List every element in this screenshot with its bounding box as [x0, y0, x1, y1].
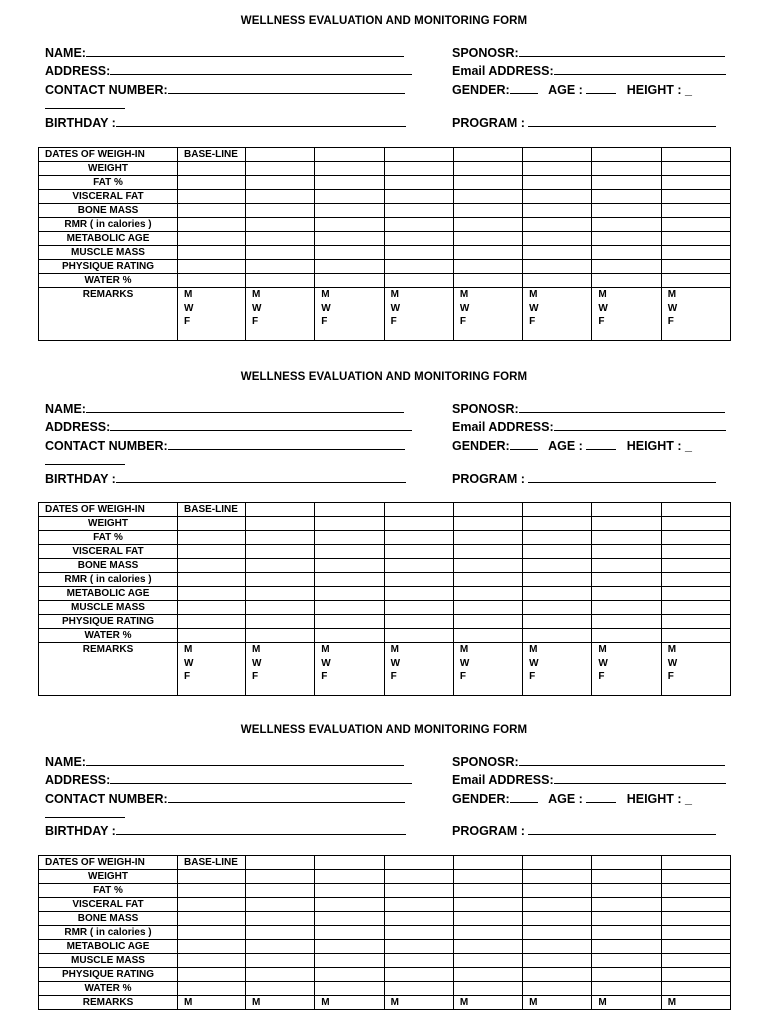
table-row: RMR ( in calories ): [39, 218, 731, 232]
baseline-header: BASE-LINE: [178, 503, 246, 517]
table-row: WEIGHT: [39, 870, 731, 884]
dates-header: DATES OF WEIGH-IN: [39, 856, 178, 870]
mwf-cell[interactable]: M W F: [453, 643, 522, 696]
remarks-row: REMARKS M W F M W F M W F M W F M W F M W F M W F M W F: [39, 288, 731, 341]
form-title: WELLNESS EVALUATION AND MONITORING FORM: [240, 371, 528, 383]
remarks-row: REMARKS M M M M M M M M: [39, 996, 731, 1010]
form-title: WELLNESS EVALUATION AND MONITORING FORM: [240, 15, 528, 27]
mwf-cell[interactable]: M W F: [315, 643, 384, 696]
table-header-row: [39, 856, 731, 870]
table-row: PHYSIQUE RATING: [39, 968, 731, 982]
program-field[interactable]: PROGRAM :: [452, 114, 716, 130]
gender-age-height-field[interactable]: GENDER: AGE : HEIGHT : _: [452, 439, 693, 453]
program-field[interactable]: PROGRAM :: [452, 822, 716, 838]
table-row: MUSCLE MASS: [39, 954, 731, 968]
mwf-cell[interactable]: M W F: [178, 643, 246, 696]
table-row: METABOLIC AGE: [39, 232, 731, 246]
mwf-cell[interactable]: M: [315, 996, 384, 1010]
table-row: BONE MASS: [39, 559, 731, 573]
sponsor-field[interactable]: SPONOSR:: [452, 753, 725, 769]
email-field[interactable]: Email ADDRESS:: [452, 771, 726, 787]
contact-overflow-line: [45, 108, 125, 109]
mwf-cell[interactable]: M W F: [661, 643, 730, 696]
mwf-cell[interactable]: M: [178, 996, 246, 1010]
mwf-cell[interactable]: M: [246, 996, 315, 1010]
table-header-row: [39, 148, 731, 162]
program-field[interactable]: PROGRAM :: [452, 470, 716, 486]
table-row: FAT %: [39, 176, 731, 190]
dates-header: DATES OF WEIGH-IN: [39, 148, 178, 162]
email-field[interactable]: Email ADDRESS:: [452, 62, 726, 78]
mwf-cell[interactable]: M W F: [453, 288, 522, 341]
table-row: METABOLIC AGE: [39, 940, 731, 954]
table-row: WATER %: [39, 274, 731, 288]
mwf-cell[interactable]: M W F: [523, 288, 592, 341]
weigh-in-table: [38, 502, 731, 696]
birthday-field[interactable]: BIRTHDAY :: [45, 822, 406, 838]
contact-field[interactable]: CONTACT NUMBER:: [45, 790, 405, 806]
table-row: PHYSIQUE RATING: [39, 260, 731, 274]
mwf-cell[interactable]: M W F: [315, 288, 384, 341]
table-row: VISCERAL FAT: [39, 190, 731, 204]
sponsor-field[interactable]: SPONOSR:: [452, 44, 725, 60]
name-field[interactable]: NAME:: [45, 400, 404, 416]
mwf-cell[interactable]: M W F: [523, 643, 592, 696]
name-field[interactable]: NAME:: [45, 753, 404, 769]
birthday-field[interactable]: BIRTHDAY :: [45, 114, 406, 130]
table-row: MUSCLE MASS: [39, 601, 731, 615]
mwf-cell[interactable]: M W F: [384, 643, 453, 696]
name-field[interactable]: NAME:: [45, 44, 404, 60]
mwf-cell[interactable]: M W F: [384, 288, 453, 341]
mwf-cell[interactable]: M W F: [246, 288, 315, 341]
contact-field[interactable]: CONTACT NUMBER:: [45, 81, 405, 97]
sponsor-field[interactable]: SPONOSR:: [452, 400, 725, 416]
table-row: METABOLIC AGE: [39, 587, 731, 601]
dates-header: DATES OF WEIGH-IN: [39, 503, 178, 517]
mwf-cell[interactable]: M: [384, 996, 453, 1010]
table-row: PHYSIQUE RATING: [39, 615, 731, 629]
gender-age-height-field[interactable]: GENDER: AGE : HEIGHT : _: [452, 792, 693, 806]
table-row: FAT %: [39, 884, 731, 898]
address-field[interactable]: ADDRESS:: [45, 418, 412, 434]
table-row: VISCERAL FAT: [39, 545, 731, 559]
weigh-in-table: [38, 855, 731, 1010]
baseline-header: BASE-LINE: [178, 148, 246, 162]
form-title: WELLNESS EVALUATION AND MONITORING FORM: [240, 724, 528, 736]
table-row: BONE MASS: [39, 912, 731, 926]
table-row: WEIGHT: [39, 517, 731, 531]
email-field[interactable]: Email ADDRESS:: [452, 418, 726, 434]
contact-field[interactable]: CONTACT NUMBER:: [45, 437, 405, 453]
table-row: RMR ( in calories ): [39, 926, 731, 940]
mwf-cell[interactable]: M: [592, 996, 661, 1010]
address-field[interactable]: ADDRESS:: [45, 62, 412, 78]
remarks-row: REMARKS M W F M W F M W F M W F M W F M W F M W F M W F: [39, 643, 731, 696]
table-row: MUSCLE MASS: [39, 246, 731, 260]
birthday-field[interactable]: BIRTHDAY :: [45, 470, 406, 486]
baseline-header: BASE-LINE: [178, 856, 246, 870]
address-field[interactable]: ADDRESS:: [45, 771, 412, 787]
table-row: VISCERAL FAT: [39, 898, 731, 912]
table-row: BONE MASS: [39, 204, 731, 218]
weigh-in-table: [38, 147, 731, 341]
mwf-cell[interactable]: M W F: [178, 288, 246, 341]
table-header-row: [39, 503, 731, 517]
mwf-cell[interactable]: M W F: [661, 288, 730, 341]
table-row: WATER %: [39, 629, 731, 643]
mwf-cell[interactable]: M: [453, 996, 522, 1010]
mwf-cell[interactable]: M W F: [592, 643, 661, 696]
mwf-cell[interactable]: M W F: [592, 288, 661, 341]
table-row: WEIGHT: [39, 162, 731, 176]
table-row: WATER %: [39, 982, 731, 996]
mwf-cell[interactable]: M: [661, 996, 730, 1010]
table-row: RMR ( in calories ): [39, 573, 731, 587]
contact-overflow-line: [45, 464, 125, 465]
table-row: FAT %: [39, 531, 731, 545]
contact-overflow-line: [45, 817, 125, 818]
gender-age-height-field[interactable]: GENDER: AGE : HEIGHT : _: [452, 83, 693, 97]
mwf-cell[interactable]: M W F: [246, 643, 315, 696]
mwf-cell[interactable]: M: [523, 996, 592, 1010]
